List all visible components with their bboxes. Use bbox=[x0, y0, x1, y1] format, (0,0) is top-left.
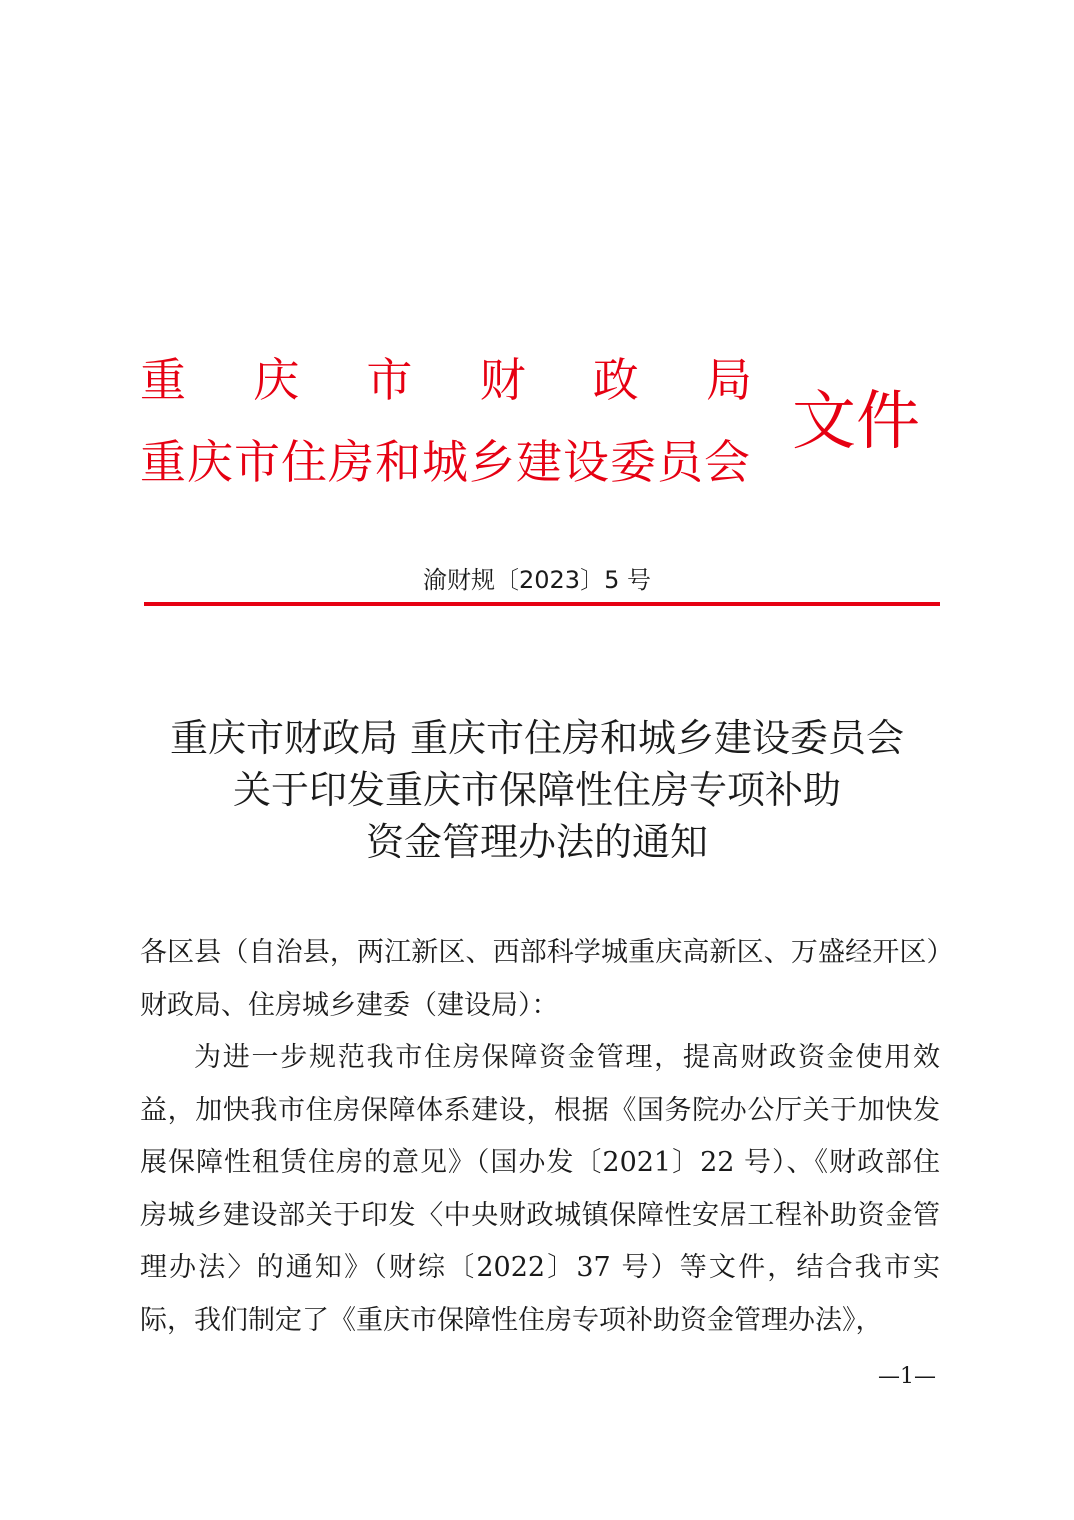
issuer-char: 政 bbox=[592, 353, 639, 407]
title-line-2: 关于印发重庆市保障性住房专项补助 bbox=[232, 768, 841, 812]
document-number: 渝财规〔2023〕5 号 bbox=[423, 566, 651, 594]
issuer-line-housing-commission: 重庆市住房和城乡建设委员会 bbox=[140, 435, 751, 489]
document-type-label: 文件 bbox=[792, 385, 920, 459]
issuer-char: 财 bbox=[479, 353, 526, 407]
issuer-char: 庆 bbox=[253, 353, 300, 407]
addressee: 各区县（自治县，两江新区、西部科学城重庆高新区、万盛经开区）财政局、住房城乡建委（建设局）： bbox=[140, 937, 940, 1021]
issuer-char: 重 bbox=[140, 353, 186, 407]
page-number: —1— bbox=[878, 1364, 936, 1389]
issuer-char: 市 bbox=[366, 353, 413, 407]
document-body bbox=[140, 927, 940, 1347]
red-separator-rule bbox=[144, 602, 940, 606]
title-line-3: 资金管理办法的通知 bbox=[365, 820, 708, 864]
issuer-line-finance-bureau bbox=[140, 352, 752, 408]
title-line-1: 重庆市财政局 重庆市住房和城乡建设委员会 bbox=[169, 716, 905, 760]
body-paragraph: 为进一步规范我市住房保障资金管理，提高财政资金使用效益，加快我市住房保障体系建设，根据《国务院办公厅关于加快发展保障性租赁住房的意见》（国办发〔2021〕22 号）、《财政部住房城乡建设部关于印发〈中央财政城镇保障性安居工程补助资金管理办法〉的通知》（财综〔2022〕37 号）等文件，结合我市实际，我们制定了《重庆市保障性住房专项补助资金管理办法》， bbox=[140, 1042, 940, 1336]
issuer-char: 局 bbox=[705, 353, 752, 407]
